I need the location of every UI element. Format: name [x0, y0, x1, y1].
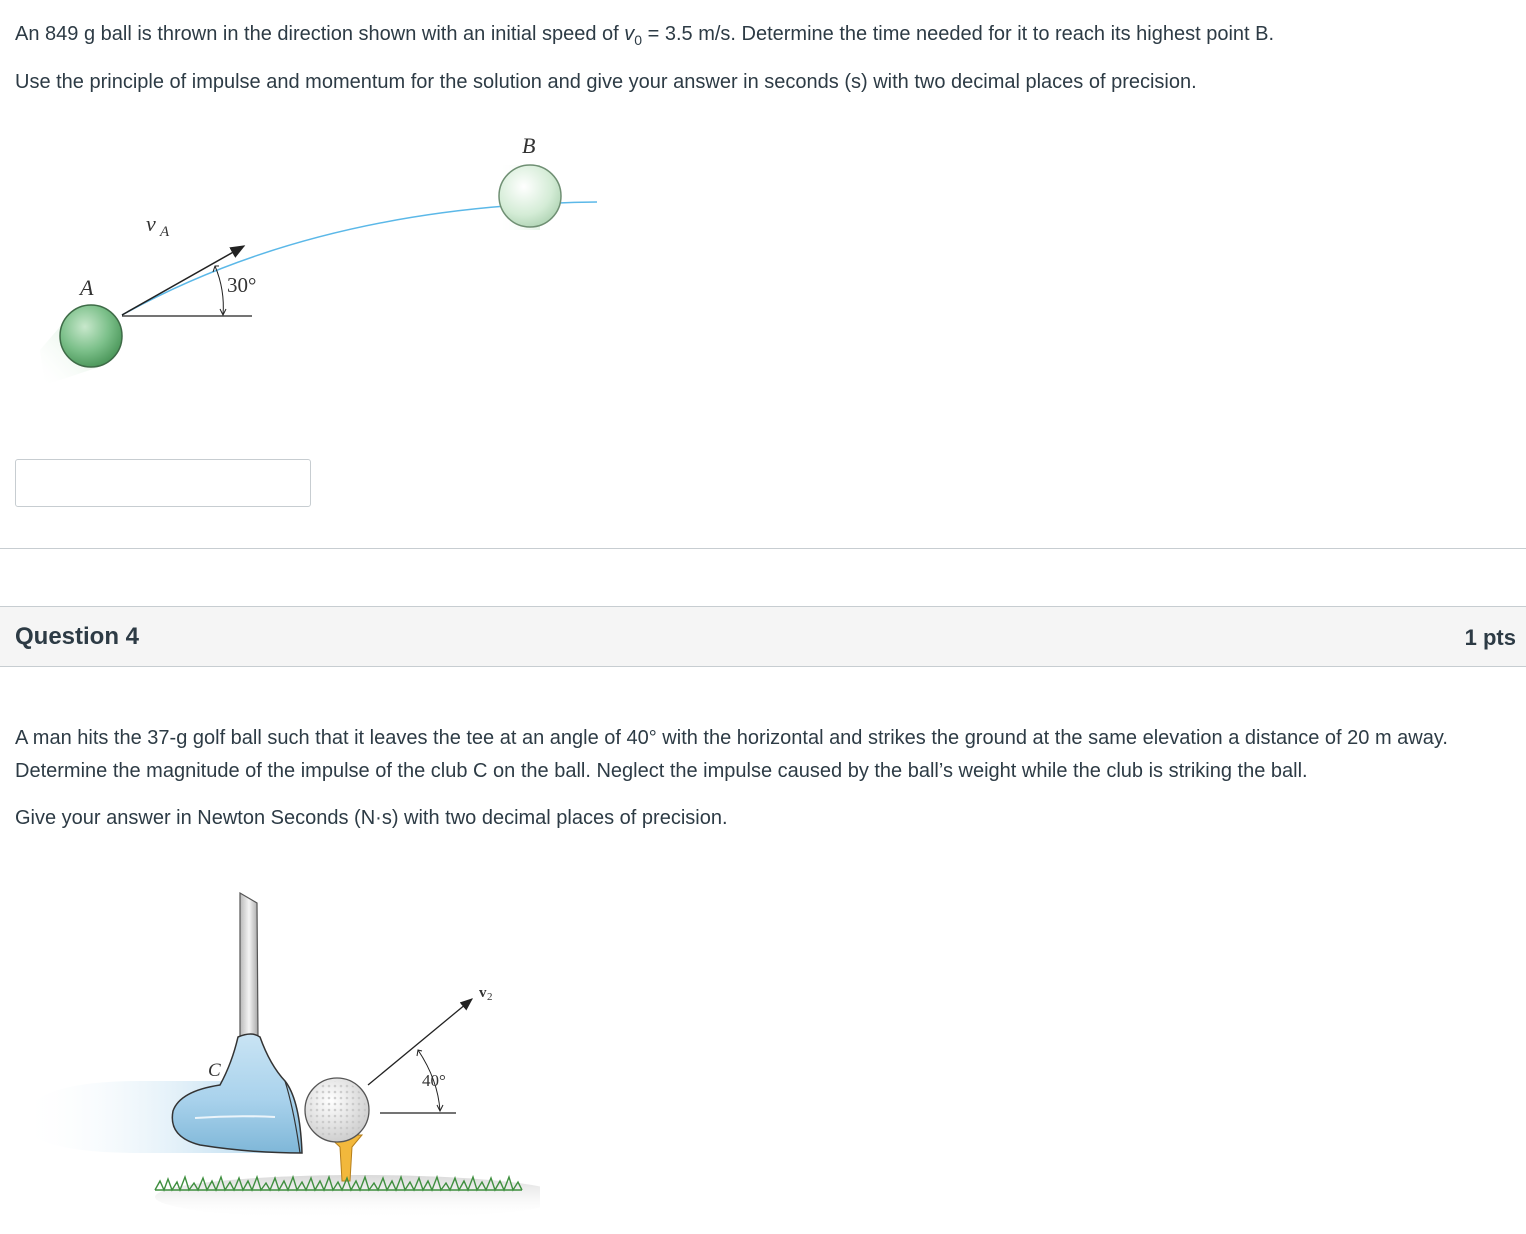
velocity-v2-arrow [368, 999, 472, 1085]
velocity-arrow [122, 246, 244, 315]
question3-text-prefix: An 849 g ball is thrown in the direction shown with an initial speed of [15, 23, 625, 45]
golf-club-figure [20, 885, 540, 1225]
label-a: A [80, 275, 94, 300]
v-subscript: 0 [634, 32, 643, 48]
answer-input[interactable] [15, 459, 311, 507]
question3-instruction: Use the principle of impulse and momentum for the solution and give your answer in seconds (s) with two decimal places of precision. [15, 71, 1197, 93]
question4-points: 1 pts [1464, 625, 1516, 650]
golf-ball-dimples [308, 1081, 366, 1139]
angle-arc [215, 266, 223, 315]
question3-text-suffix: = 3.5 m/s. Determine the time needed for it to reach its highest point B. [642, 23, 1275, 45]
club-head [172, 1034, 302, 1153]
ball-b [499, 165, 561, 227]
label-v2-subscript: 2 [487, 991, 493, 1003]
projectile-figure [20, 120, 620, 400]
angle-label: 30° [227, 273, 257, 297]
label-c: C [208, 1060, 221, 1081]
label-v2: v [479, 985, 487, 1001]
ball-a [60, 305, 122, 367]
question4-header [0, 606, 1526, 667]
question-divider [0, 548, 1526, 549]
club-shaft [240, 893, 258, 1037]
question4-instruction: Give your answer in Newton Seconds (N·s) with two decimal places of precision. [15, 807, 728, 829]
v-symbol: v [624, 23, 635, 45]
label-v-subscript: A [160, 224, 170, 240]
question4-title: Question 4 [15, 623, 140, 650]
label-v: v [146, 211, 156, 236]
question3-text [15, 18, 1274, 57]
label-b: B [522, 133, 536, 158]
angle-label: 40° [422, 1071, 446, 1090]
question4-text: A man hits the 37-g golf ball such that it leaves the tee at an angle of 40° with the horizontal and strikes the ground at the same elevation a distance of 20 m away. Determine the magnitude of the impulse of the club C on the ball. Neglect the impulse caused by the ball’s weight while the club is striking the ball. [15, 727, 1448, 782]
